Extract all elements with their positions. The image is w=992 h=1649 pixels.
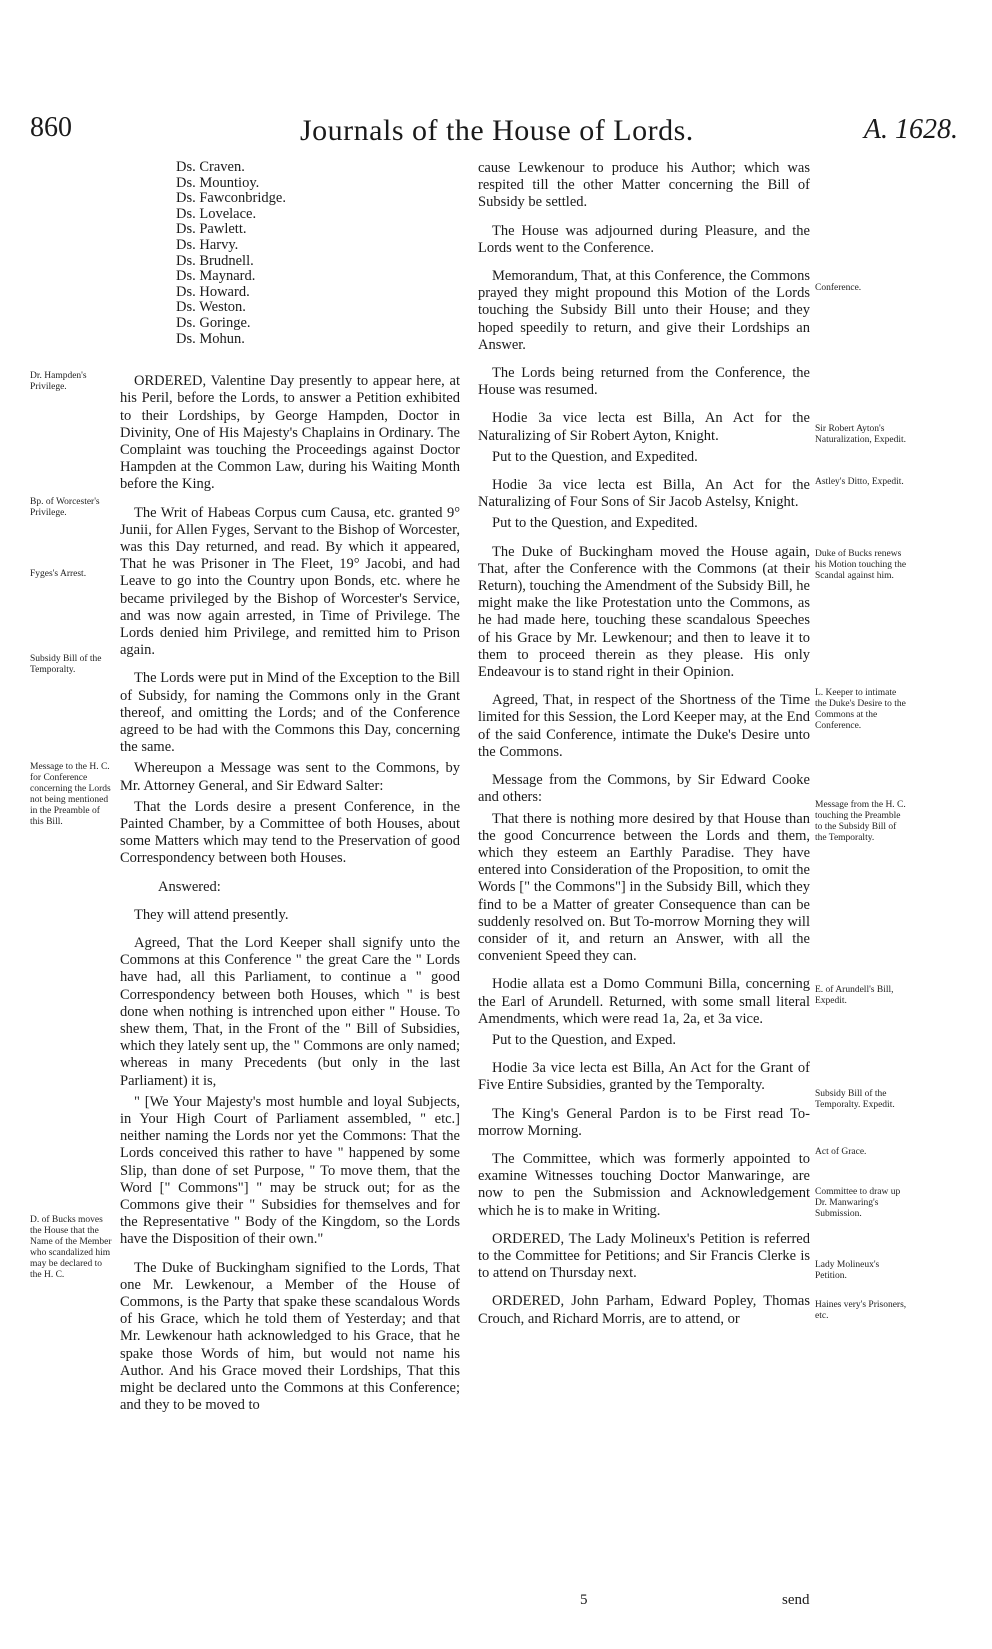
lords-list bbox=[176, 160, 460, 347]
margin-note: Message to the H. C. for Conference concerning the Lords not being mentioned in the Preamble of this Bill. bbox=[30, 762, 111, 827]
paragraph-arundell-exped: Put to the Question, and Exped. bbox=[492, 1031, 677, 1048]
paragraph-memorandum: Memorandum, That, at this Conference, the Commons prayed they might propound this Motion of the Lords touching the Subsidy Bill unto their House; and they hoped speedily to return, and give their Lordships an Answer. bbox=[478, 268, 810, 353]
paragraph-five-subsidies: Hodie 3a vice lecta est Billa, An Act for the Grant of Five Entire Subsidies, granted by the Temporalty. bbox=[478, 1060, 810, 1094]
paragraph-conference-desire: That the Lords desire a present Conference, in the Painted Chamber, by a Committee of both Houses, about some Matters which may tend to the Preservation of good Correspondency between both Houses. bbox=[120, 798, 460, 867]
margin-note: Astley's Ditto, Expedit. bbox=[815, 477, 904, 487]
paragraph-answered: Answered: bbox=[158, 878, 221, 895]
margin-note: Fyges's Arrest. bbox=[30, 569, 87, 579]
right-column bbox=[478, 160, 810, 1339]
paragraph-message-sent: Whereupon a Message was sent to the Commons, by Mr. Attorney General, and Sir Edward Salter: bbox=[120, 760, 460, 794]
lord-name: Ds. Brudnell. bbox=[176, 252, 254, 269]
lord-name: Ds. Weston. bbox=[176, 299, 246, 316]
paragraph-cause-lewkenour: cause Lewkenour to produce his Author; which was respited till the other Matter concerning the Bill of Subsidy be settled. bbox=[478, 160, 810, 211]
signature-mark: 5 bbox=[580, 1592, 588, 1608]
paragraph-agreed-keeper: Agreed, That the Lord Keeper shall signify unto the Commons at this Conference " the great Care the " Lords have had, all this Parliament, to continue a " good Correspondency between both Houses, which " is best done when nothing is intrenched upon either " House. To shew them, That, in the Front of the " Bill of Subsidies, which they lately sent up, the " Commons are only named; whereas in many Precedents (but only in the last Parliament) it is, bbox=[120, 935, 460, 1089]
lord-name: Ds. Pawlett. bbox=[176, 221, 247, 238]
margin-note: L. Keeper to intimate the Duke's Desire to the Commons at the Conference. bbox=[815, 688, 906, 731]
margin-note: Haines very's Prisoners, etc. bbox=[815, 1300, 907, 1321]
margin-note: E. of Arundell's Bill, Expedit. bbox=[815, 985, 894, 1006]
margin-note: Bp. of Worcester's Privilege. bbox=[30, 497, 100, 518]
lord-name: Ds. Goringe. bbox=[176, 314, 251, 331]
margin-note: D. of Bucks moves the House that the Name of the Member who scandalized him may be declared to the H. C. bbox=[30, 1215, 112, 1280]
paragraph-general-pardon: The King's General Pardon is to be First read To-morrow Morning. bbox=[478, 1105, 810, 1139]
page-header bbox=[30, 112, 970, 148]
lord-name: Ds. Howard. bbox=[176, 283, 250, 300]
paragraph-arundell-bill: Hodie allata est a Domo Communi Billa, concerning the Earl of Arundell. Returned, with some small literal Amendments, which were read 1a, 2a, et 3a vice. bbox=[478, 976, 810, 1027]
margin-note: Subsidy Bill of the Temporalty. Expedit. bbox=[815, 1089, 895, 1110]
lord-name: Ds. Mohun. bbox=[176, 330, 245, 347]
lord-name: Ds. Lovelace. bbox=[176, 205, 257, 222]
margin-note: Dr. Hampden's Privilege. bbox=[30, 371, 87, 392]
paragraph-quote-subjects: " [We Your Majesty's most humble and loyal Subjects, in Your High Court of Parliament assembled, " etc.] neither naming the Lords nor yet the Commons: That the Lords conceived this rather to have " happened by some Slip, than done of set Purpose, " To move them, that the Word [" Commons"] " may be struck out; for as the Commons give their " Subsidies for themselves and for the Representative " Body of the Kingdom, so the Lords have the Disposition of their own." bbox=[120, 1093, 460, 1248]
paragraph-attend: They will attend presently. bbox=[134, 906, 289, 923]
paragraph-hampden-order: ORDERED, Valentine Day presently to appear here, at his Peril, before the Lords, to answer a Petition exhibited to their Lordships, by George Hampden, Doctor in Divinity, One of His Majesty's Chaplains in Ordinary. The Complaint was touching the Proceedings against Doctor Hampden at the Common Law, during his Waiting Month before the King. bbox=[120, 373, 460, 493]
margin-note: Message from the H. C. touching the Preamble to the Subsidy Bill of the Temporalty. bbox=[815, 800, 906, 843]
margin-note: Conference. bbox=[815, 283, 862, 293]
lord-name: Ds. Mountioy. bbox=[176, 174, 260, 191]
margin-note: Duke of Bucks renews his Motion touching the Scandal against him. bbox=[815, 549, 907, 581]
paragraph-manwaringe-committee: The Committee, which was formerly appointed to examine Witnesses touching Doctor Manwaringe, are now to pen the Submission and Acknowledgement which he is to make in Writing. bbox=[478, 1150, 810, 1219]
lord-name: Ds. Harvy. bbox=[176, 236, 239, 253]
paragraph-ayton-expedited: Put to the Question, and Expedited. bbox=[492, 448, 698, 465]
paragraph-earthly-paradise: That there is nothing more desired by that House than the good Concurrence between the Lords and them, which they esteem an Earthly Paradise. They have entered into Consideration of the Proposition, to omit the Words [" the Commons"] in the Subsidy Bill, which they find to be a Matter of greater Consequence than can be suddenly resolved on. But To-morrow Morning they will consider of it, and return an Answer, with all the convenient Speed they can. bbox=[478, 810, 810, 965]
margin-note: Sir Robert Ayton's Naturalization, Expedit. bbox=[815, 424, 907, 445]
paragraph-house-resumed: The Lords being returned from the Conference, the House was resumed. bbox=[478, 365, 810, 399]
paragraph-molineux-petition: ORDERED, The Lady Molineux's Petition is referred to the Committee for Petitions; and Sir Francis Clerke is to attend on Thursday next. bbox=[478, 1230, 810, 1282]
lord-name: Ds. Craven. bbox=[176, 159, 245, 175]
paragraph-ayton-bill: Hodie 3a vice lecta est Billa, An Act for the Naturalizing of Sir Robert Ayton, Knight. bbox=[478, 410, 810, 444]
left-column bbox=[120, 160, 460, 1426]
paragraph-buckingham-again: The Duke of Buckingham moved the House again, That, after the Conference with the Commons (at their Return), touching the Amendment of the Subsidy Bill, he might make the like Protestation unto the Commons, as he had made here, touching these scandalous Speeches of his Grace by Mr. Lewkenour; and then to leave it to them to proceed therein as they please. His only Endeavour is to stand right in their Opinion. bbox=[478, 543, 810, 681]
margin-note: Committee to draw up Dr. Manwaring's Submission. bbox=[815, 1187, 901, 1219]
lord-name: Ds. Maynard. bbox=[176, 268, 256, 285]
paragraph-adjourned: The House was adjourned during Pleasure, and the Lords went to the Conference. bbox=[478, 222, 810, 256]
paragraph-astley-bill: Hodie 3a vice lecta est Billa, An Act for the Naturalizing of Four Sons of Sir Jacob Astelsy, Knight. bbox=[478, 477, 810, 511]
lord-name: Ds. Fawconbridge. bbox=[176, 190, 286, 207]
catchword: send bbox=[782, 1592, 810, 1608]
paragraph-parham-order: ORDERED, John Parham, Edward Popley, Thomas Crouch, and Richard Morris, are to attend, or bbox=[478, 1293, 810, 1327]
paragraph-habeas-corpus: The Writ of Habeas Corpus cum Causa, etc. granted 9° Junii, for Allen Fyges, Servant to the Bishop of Worcester, was this Day returned, and read. By which it appeared, That he was Prisoner in The Fleet, 19° Jacobi, and had Leave to go into the Country upon Bonds, etc. where he became privileged by the Bishop of Worcester's Service, and was now again arrested, in Time of Privilege. The Lords denied him Privilege, and remitted him to Prison again. bbox=[120, 504, 460, 659]
year-label: A. 1628. bbox=[863, 114, 958, 145]
paragraph-message-cooke: Message from the Commons, by Sir Edward Cooke and others: bbox=[478, 772, 810, 806]
journal-title: Journals of the House of Lords. bbox=[300, 114, 694, 147]
paragraph-buckingham-lewkenour: The Duke of Buckingham signified to the Lords, That one Mr. Lewkenour, a Member of the House of Commons, is the Party that spake these scandalous Words of his Grace, which he told them of Yesterday; and that Mr. Lewkenour hath acknowledged to his Grace, that he spake those Words of him, but would not name his Author. And his Grace moved their Lordships, That this might be declared unto the Commons at this Conference; and they to be moved to bbox=[120, 1259, 460, 1414]
margin-note: Act of Grace. bbox=[815, 1147, 867, 1157]
margin-note: Lady Molineux's Petition. bbox=[815, 1260, 880, 1281]
paragraph-subsidy-exception: The Lords were put in Mind of the Exception to the Bill of Subsidy, for naming the Commons only in the Grant thereof, and omitting the Lords; and of the Conference agreed to be had with the Commons this Day, concerning the same. bbox=[120, 670, 460, 756]
page-number: 860 bbox=[30, 112, 72, 143]
paragraph-astley-expedited: Put to the Question, and Expedited. bbox=[492, 515, 698, 532]
margin-note: Subsidy Bill of the Temporalty. bbox=[30, 654, 102, 675]
paragraph-agreed-shortness: Agreed, That, in respect of the Shortness of the Time limited for this Session, the Lord Keeper may, at the End of the said Conference, intimate the Duke's Desire unto the Commons. bbox=[478, 692, 810, 760]
